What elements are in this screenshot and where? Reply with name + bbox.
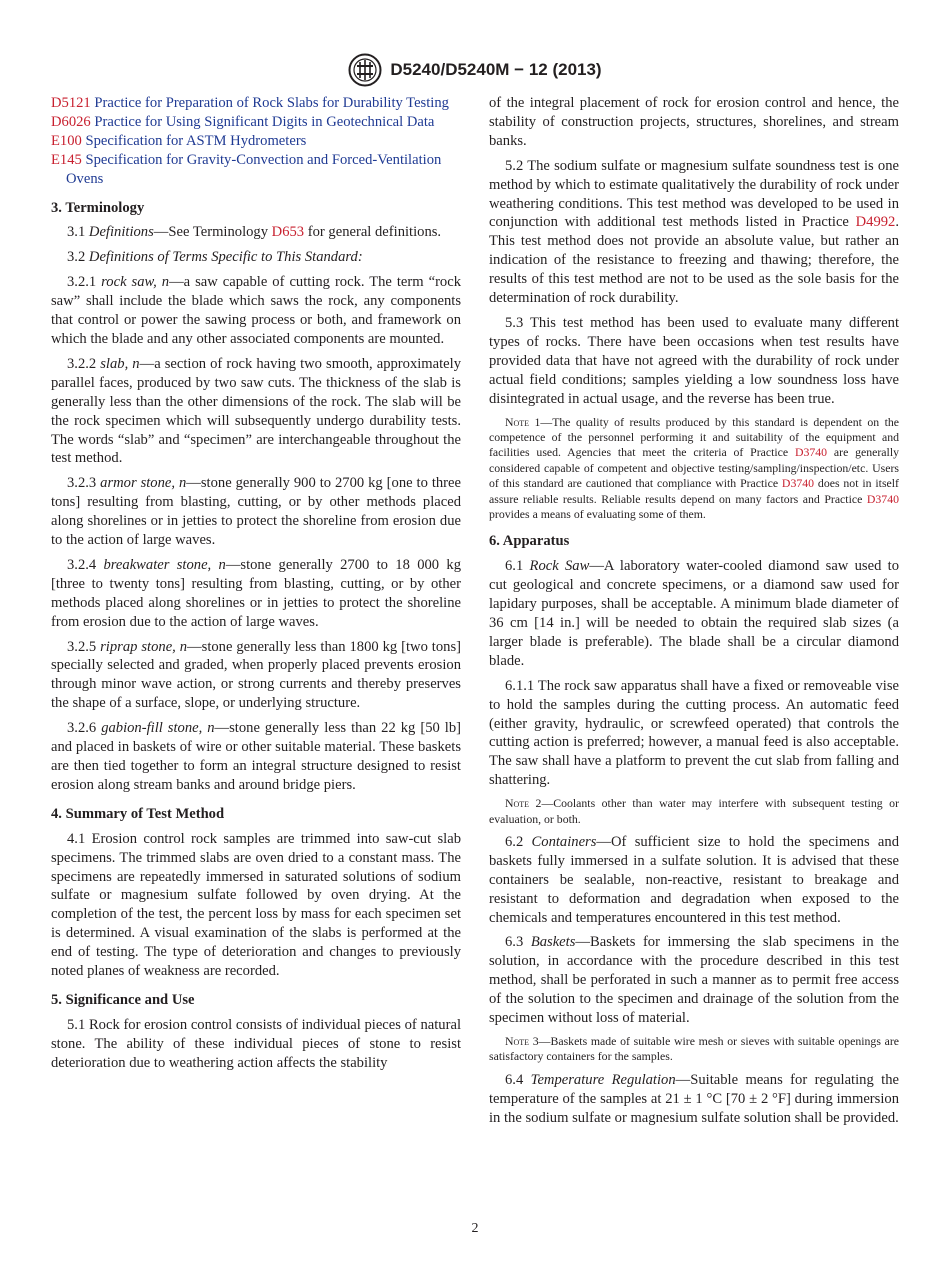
reference-code-link[interactable]: E145 xyxy=(51,151,82,168)
cross-reference-link[interactable]: D3740 xyxy=(866,491,899,506)
clause-text: —Baskets for immersing the slab specimens in the solution, in accordance with the procedure described in this test method, shall be perforated in such a manner as to permit free access of the solution to the specimen and drainage of the solution from the specimen without loss of material. xyxy=(489,934,900,1027)
clause-number: 4.1 xyxy=(67,830,86,847)
page-header xyxy=(0,52,950,88)
clause-term: breakwater stone, n xyxy=(103,556,226,573)
clause-text: —stone generally less than 1800 kg [two tons] specially selected and graded, when properly placed prevents erosion through minor wave action, or strong currents and thereby preserves the shape of a surface, slope, or underlying structure. xyxy=(51,638,461,712)
cross-reference-link[interactable]: D3740 xyxy=(781,476,815,491)
clause-term: Baskets xyxy=(530,934,576,951)
clause-number: 6.1.1 xyxy=(505,677,535,694)
clause-number: 3.2 xyxy=(67,249,86,266)
paragraph-5-3 xyxy=(489,314,899,409)
paragraph-5-1 xyxy=(51,1016,461,1073)
paragraph-6-1 xyxy=(489,557,899,670)
reference-title-link[interactable]: Practice for Preparation of Rock Slabs for Durability Testing xyxy=(94,95,449,111)
cross-reference-link[interactable]: D4992 xyxy=(855,214,896,231)
paragraph-3-2-5 xyxy=(51,638,461,714)
paragraph-3-2 xyxy=(51,248,461,267)
section-heading-significance: 5. Significance and Use xyxy=(51,991,195,1008)
paragraph-3-1 xyxy=(51,223,461,242)
reference-item xyxy=(51,94,461,113)
reference-title-link[interactable]: Specification for Gravity-Convection and Forced-Ventilation Ovens xyxy=(66,151,442,187)
note-3 xyxy=(489,1034,899,1065)
clause-number: 3.2.3 xyxy=(67,475,97,492)
clause-number: 3.2.4 xyxy=(67,556,97,573)
note-label: Note 1 xyxy=(505,414,541,429)
section-heading-summary: 4. Summary of Test Method xyxy=(51,805,225,822)
clause-term: rock saw, n xyxy=(101,274,170,291)
cross-reference-link[interactable]: D653 xyxy=(271,224,305,241)
paragraph-6-4 xyxy=(489,1071,899,1128)
clause-text: The rock saw apparatus shall have a fixed or removeable vise to hold the samples during the cutting process. An automatic feed (either gravity, hydraulic, or screwfeed operated) that controls the cutting action is preferred; however, a manual feed is also acceptable. The saw shall have a platform to prevent the cut slab from falling and shattering. xyxy=(489,677,899,789)
note-text: provides a means of evaluating some of them. xyxy=(489,506,706,521)
clause-text: —A laboratory water-cooled diamond saw used to cut geological and concrete specimens, or a diamond saw used for lapidary purposes, shall be acceptable. A minimum blade diameter of 36 cm [14 in.] will be needed to obtain the required slab sizes (a larger blade is preferable). The blade shall be a circular diamond blade. xyxy=(489,558,899,669)
clause-text: This test method has been used to evaluate many different types of rocks. There have been occasions when test results have provided data that have not agreed with the durability of rock under actual field conditions; samples yielding a low soundness loss have disintegrated in actual usage, and the reverse has been true. xyxy=(489,314,899,407)
paragraph-6-1-1 xyxy=(489,677,899,790)
clause-number: 6.1 xyxy=(505,558,524,575)
clause-number: 3.2.5 xyxy=(67,638,97,655)
paragraph-4-1 xyxy=(51,830,461,981)
clause-text: —stone generally less than 22 kg [50 lb] and placed in baskets of wire or other suitable material. These baskets are then tied together to form an integral structure designed to resist erosion along stream banks and around bridge piers. xyxy=(51,720,461,793)
note-text: does not in itself assure reliable results. Reliable results depend on many factors and Practice xyxy=(489,476,899,506)
clause-number: 3.2.2 xyxy=(67,355,97,372)
clause-term: Temperature Regulation xyxy=(530,1071,676,1088)
reference-code-link[interactable]: E100 xyxy=(51,132,82,149)
clause-number: 6.2 xyxy=(505,833,524,850)
clause-text: The sodium sulfate or magnesium sulfate soundness test is one method by which to estimate qualitatively the durability of rock under weathering conditions. This test method was developed to be used in conjunction with additional test methods listed in Practice xyxy=(489,157,900,231)
note-text: are generally considered capable of competent and objective testing/sampling/inspection/etc. Users of this standard are cautioned that compliance with Practice xyxy=(489,445,900,491)
clause-text: —a saw capable of cutting rock. The term “rock saw” shall include the blade which saws the rock, any components that control or power the sawing process or both, and framework on which the blade and any other associated components are mounted. xyxy=(51,274,462,347)
note-text: —Baskets made of suitable wire mesh or sieves with suitable openings are satisfactory containers for the samples. xyxy=(489,1034,900,1064)
note-text: —Coolants other than water may interfere with subsequent testing or evaluation, or both. xyxy=(489,796,899,826)
paragraph-3-2-1 xyxy=(51,273,461,349)
clause-term: gabion-fill stone, n xyxy=(101,720,215,737)
cross-reference-link[interactable]: D3740 xyxy=(794,445,828,460)
clause-text: Erosion control rock samples are trimmed into saw-cut slab specimens. The trimmed slabs are oven dried to a constant mass. The specimens are repeatedly immersed in saturated solutions of sodium sulfate or magnesium sulfate followed by oven drying. At the completion of the test, the percent loss by mass for each specimen set is determined. A visual examination of the slabs is performed at the end of testing. The type of deterioration and changes to previously noted planes of weakness are recorded. xyxy=(51,830,461,980)
note-1 xyxy=(489,415,899,523)
clause-number: 5.1 xyxy=(67,1016,86,1033)
paragraph-3-2-4 xyxy=(51,556,461,632)
reference-item xyxy=(51,132,461,151)
clause-text: —a section of rock having two smooth, approximately parallel faces, produced by two saw cuts. The thickness of the slab is generally less than the other dimensions of the rock. The slab will be the rock specimen which will subsequently undergo durability tests. The words “slab” and “specimen” are interchangeable throughout the test method. xyxy=(51,355,462,467)
reference-title-link[interactable]: Practice for Using Significant Digits in Geotechnical Data xyxy=(94,113,435,130)
reference-title-link[interactable]: Specification for ASTM Hydrometers xyxy=(85,132,307,149)
paragraph-3-2-6 xyxy=(51,719,461,795)
paragraph-5-1-continued: of the integral placement of rock for erosion control and hence, the stability of construction projects, structures, shorelines, and stream banks. xyxy=(489,95,899,149)
document-designation: D5240/D5240M − 12 (2013) xyxy=(390,60,602,79)
paragraph-6-3 xyxy=(489,933,899,1028)
clause-number: 5.3 xyxy=(505,314,524,331)
clause-number: 3.2.6 xyxy=(67,720,97,737)
clause-text: —stone generally 2700 to 18 000 kg [three to twenty tons] resulting from blasting, cutting, or by other methods placed along shorelines or in jetties to protect the shoreline from erosion due to the action of large waves. xyxy=(51,556,461,630)
reference-item xyxy=(51,151,461,189)
clause-text: —See Terminology xyxy=(153,224,272,241)
clause-text: —Of sufficient size to hold the specimens and baskets fully immersed in a sulfate solution. It is advised that these containers be sealable, non-reactive, resistant to breakage and resistant to deformation and degradation when exposed to the chemicals and temperatures encountered in this test method. xyxy=(489,833,899,926)
clause-term: Rock Saw xyxy=(529,558,590,575)
clause-number: 5.2 xyxy=(505,157,524,174)
reference-list xyxy=(51,94,461,189)
clause-text: —Suitable means for regulating the temperature of the samples at 21 ± 1 °C [70 ± 2 °F] during immersion in the sodium sulfate or magnesium sulfate solution shall be provided. xyxy=(489,1071,900,1126)
clause-term: Containers xyxy=(531,833,597,850)
section-heading-apparatus: 6. Apparatus xyxy=(489,533,570,550)
clause-term: armor stone, n xyxy=(100,475,187,492)
clause-number: 6.4 xyxy=(505,1071,524,1088)
astm-logo-icon xyxy=(348,53,382,87)
clause-term: slab, n xyxy=(100,355,140,372)
reference-code-link[interactable]: D5121 xyxy=(51,95,91,111)
clause-text: Rock for erosion control consists of individual pieces of natural stone. The ability of these individual pieces of stone to resist deterioration due to weathering action affects the stability xyxy=(51,1016,461,1071)
section-heading-terminology: 3. Terminology xyxy=(51,199,145,216)
paragraph-3-2-3 xyxy=(51,474,461,550)
clause-number: 3.2.1 xyxy=(67,274,97,291)
right-column xyxy=(489,94,899,1134)
paragraph-5-2 xyxy=(489,157,899,308)
paragraph-6-2 xyxy=(489,833,899,928)
page-number: 2 xyxy=(471,1221,479,1236)
clause-number: 6.3 xyxy=(505,934,524,951)
clause-term: Definitions of Terms Specific to This Standard: xyxy=(88,249,363,266)
paragraph-3-2-2 xyxy=(51,355,461,468)
clause-text: . This test method does not provide an absolute value, but rather an indication of the resistance to freezing and thawing; therefore, the results of this test method are not to be used as the sole basis for the determination of rock durability. xyxy=(489,214,899,307)
note-2 xyxy=(489,796,899,827)
clause-text: for general definitions. xyxy=(304,224,442,241)
note-label: Note 3 xyxy=(505,1034,539,1048)
reference-code-link[interactable]: D6026 xyxy=(51,113,91,130)
clause-number: 3.1 xyxy=(67,224,86,241)
note-label: Note 2 xyxy=(505,796,542,811)
clause-text: —stone generally 900 to 2700 kg [one to three tons] resulting from blasting, cutting, or by other methods placed along shorelines or in jetties to protect the shoreline from erosion due to the action of large waves. xyxy=(51,475,461,549)
reference-item xyxy=(51,113,461,132)
clause-term: Definitions xyxy=(88,224,154,241)
left-column xyxy=(51,94,461,1079)
note-text: —The quality of results produced by this standard is dependent on the competence of the personnel performing it and suitability of the equipment and facilities used. Agencies that meet the criteria of Practice xyxy=(489,414,899,460)
clause-term: riprap stone, n xyxy=(100,638,188,655)
